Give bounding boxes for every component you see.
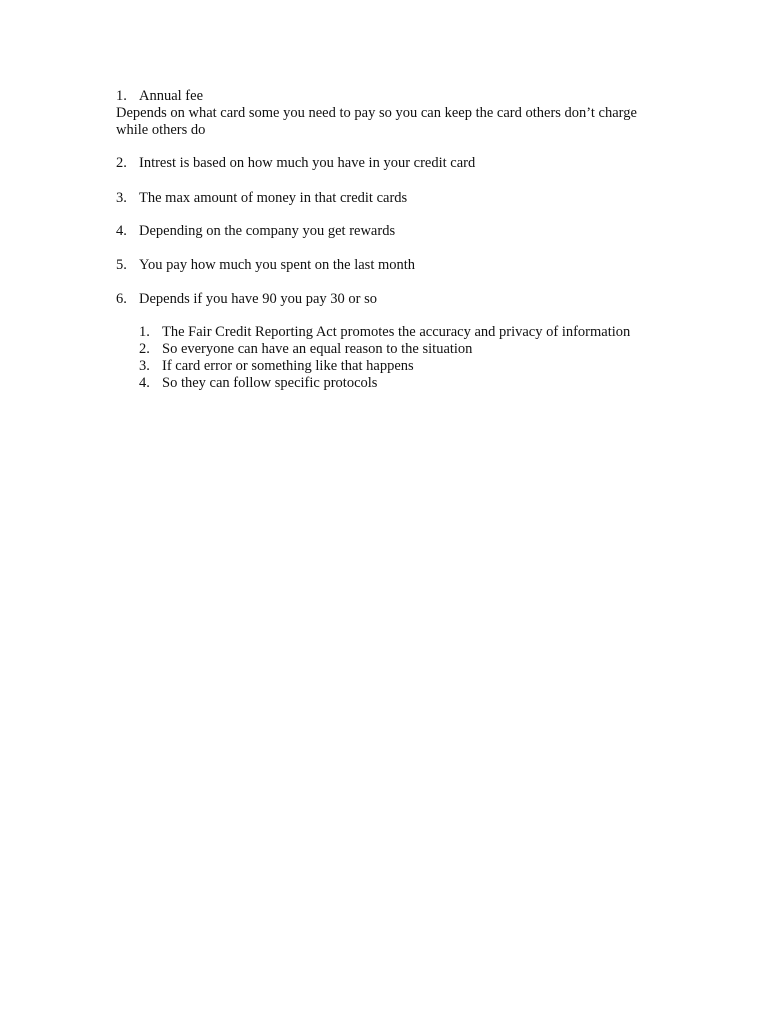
sub-list-item-text: If card error or something like that happens — [162, 358, 414, 374]
list-item-3 — [116, 190, 407, 207]
item-1-detail-line-2: while others do — [116, 122, 206, 138]
list-item-number: 5. — [116, 257, 127, 273]
list-item-2 — [116, 155, 475, 172]
list-item-number: 1. — [116, 88, 127, 104]
sub-list-item-number: 1. — [139, 324, 150, 340]
list-item-text: Intrest is based on how much you have in your credit card — [139, 155, 476, 171]
sub-list-item-number: 2. — [139, 341, 150, 357]
sub-list-item-number: 3. — [139, 358, 150, 374]
list-item-1 — [116, 88, 203, 105]
list-item-5 — [116, 257, 415, 274]
list-item-text: The max amount of money in that credit cards — [139, 190, 408, 206]
list-item-number: 6. — [116, 291, 127, 307]
sub-list-item-text: The Fair Credit Reporting Act promotes the accuracy and privacy of information — [162, 324, 631, 340]
list-item-text: Depends if you have 90 you pay 30 or so — [139, 291, 377, 307]
sub-list-item-2 — [139, 341, 472, 358]
list-item-6 — [116, 291, 377, 308]
list-item-number: 3. — [116, 190, 127, 206]
list-item-4 — [116, 223, 395, 240]
list-item-number: 2. — [116, 155, 127, 171]
list-item-number: 4. — [116, 223, 127, 239]
list-item-text: You pay how much you spent on the last month — [139, 257, 416, 273]
sub-list-item-number: 4. — [139, 375, 150, 391]
item-1-detail-line-1: Depends on what card some you need to pay so you can keep the card others don’t charge — [116, 105, 637, 121]
sub-list-item-4 — [139, 375, 377, 392]
sub-list-item-text: So they can follow specific protocols — [162, 375, 378, 391]
sub-list-item-text: So everyone can have an equal reason to the situation — [162, 341, 473, 357]
list-item-text: Annual fee — [139, 88, 204, 104]
list-item-text: Depending on the company you get rewards — [139, 223, 396, 239]
sub-list-item-1 — [139, 324, 630, 341]
sub-list-item-3 — [139, 358, 414, 375]
